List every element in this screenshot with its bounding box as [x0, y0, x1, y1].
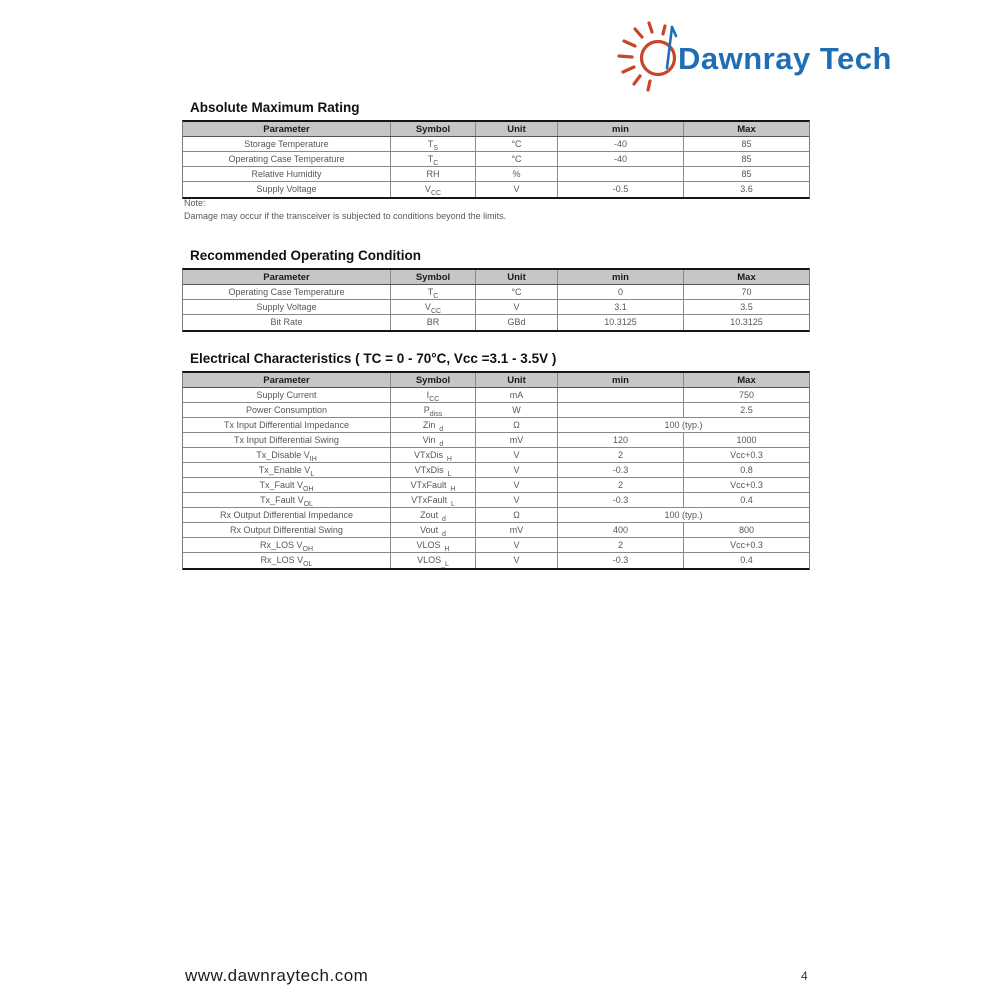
cell-min: 2 — [557, 448, 683, 462]
header-cell: Max — [683, 373, 809, 387]
header-cell: Symbol — [390, 122, 475, 136]
cell-symbol: Zout$_{\_d}$ — [390, 508, 475, 522]
cell-parameter: Power Consumption — [245, 405, 328, 415]
cell-min: 400 — [557, 523, 683, 537]
cell-max: 2.5 — [683, 403, 809, 417]
cell-max: 1000 — [683, 433, 809, 447]
table-header-row — [183, 270, 809, 285]
cell-min: -0.3 — [557, 553, 683, 568]
cell-min: 2 — [557, 538, 683, 552]
cell-symbol: Vout$_{\_d}$ — [390, 523, 475, 537]
cell-unit: °C — [475, 152, 557, 166]
cell-parameter: Tx Input Differential Swing — [234, 435, 339, 445]
page-number: 4 — [801, 969, 808, 983]
cell-max: 70 — [683, 285, 809, 299]
cell-max: 85 — [683, 167, 809, 181]
cell-unit: Ω — [475, 508, 557, 522]
cell-symbol: VTxDis$_{\_L}$ — [390, 463, 475, 477]
cell-min: 2 — [557, 478, 683, 492]
cell-max: Vcc+0.3 — [683, 448, 809, 462]
header-cell: Parameter — [263, 375, 310, 386]
table-row — [183, 388, 809, 403]
table-row — [183, 137, 809, 152]
cell-min: -40 — [557, 137, 683, 151]
cell-max: 3.6 — [683, 182, 809, 197]
cell-max: 0.4 — [683, 493, 809, 507]
cell-unit: V — [475, 463, 557, 477]
cell-symbol: VTxFault$_{\_H}$ — [390, 478, 475, 492]
cell-unit: GBd — [475, 315, 557, 330]
cell-parameter: Supply Voltage — [256, 302, 317, 312]
cell-unit: mA — [475, 388, 557, 402]
header-cell: Symbol — [390, 270, 475, 284]
cell-min: 0 — [557, 285, 683, 299]
table-row — [183, 182, 809, 197]
cell-symbol: $T_S$ — [390, 137, 475, 151]
header-cell: min — [557, 270, 683, 284]
cell-min: -40 — [557, 152, 683, 166]
cell-max: 0.8 — [683, 463, 809, 477]
cell-max: 3.5 — [683, 300, 809, 314]
header-cell: Parameter — [263, 272, 310, 283]
cell-unit: W — [475, 403, 557, 417]
cell-parameter: Storage Temperature — [244, 139, 329, 149]
cell-unit: V — [475, 493, 557, 507]
cell-unit: V — [475, 182, 557, 197]
table-row — [183, 448, 809, 463]
cell-min — [557, 403, 683, 417]
cell-parameter: Rx_LOS $V_{OL}$ — [260, 555, 313, 568]
header-cell: min — [557, 122, 683, 136]
table-row — [183, 418, 809, 433]
cell-min — [557, 167, 683, 181]
cell-unit: Ω — [475, 418, 557, 432]
cell-parameter: Operating Case Temperature — [228, 154, 345, 164]
brand-name: Dawnray Tech — [678, 41, 892, 76]
table-row — [183, 152, 809, 167]
table-row — [183, 523, 809, 538]
cell-max: 800 — [683, 523, 809, 537]
cell-parameter: Tx_Disable $V_{IH}$ — [256, 450, 317, 462]
cell-parameter: Relative Humidity — [251, 169, 322, 179]
cell-max: 85 — [683, 137, 809, 151]
cell-symbol: Zin$_{\_d}$ — [390, 418, 475, 432]
note-label: Note: — [184, 198, 206, 208]
cell-unit: mV — [475, 433, 557, 447]
cell-parameter: Supply Current — [256, 390, 317, 400]
cell-parameter: Tx_Fault $V_{OL}$ — [260, 495, 313, 507]
section-title-absolute-maximum-rating: Absolute Maximum Rating — [190, 100, 360, 115]
table-row — [183, 433, 809, 448]
table-row — [183, 167, 809, 182]
table-row — [183, 508, 809, 523]
cell-symbol: $V_{CC}$ — [390, 300, 475, 314]
footer-website-url: www.dawnraytech.com — [185, 966, 369, 985]
header-cell: Max — [683, 270, 809, 284]
cell-symbol: Vin$_{\_d}$ — [390, 433, 475, 447]
table-row — [183, 300, 809, 315]
cell-unit: V — [475, 553, 557, 568]
table-row — [183, 403, 809, 418]
header-cell: Unit — [475, 373, 557, 387]
cell-min — [557, 388, 683, 402]
cell-max: 85 — [683, 152, 809, 166]
cell-unit: °C — [475, 137, 557, 151]
header-cell: Parameter — [263, 124, 310, 135]
table-row — [183, 478, 809, 493]
table-row — [183, 463, 809, 478]
electrical-characteristics-table — [182, 371, 810, 570]
cell-unit: V — [475, 448, 557, 462]
table-row — [183, 315, 809, 330]
cell-symbol: $T_C$ — [390, 152, 475, 166]
cell-parameter: Rx_LOS $V_{OH}$ — [259, 540, 314, 552]
cell-min-max-span: 100 (typ.) — [557, 508, 809, 522]
cell-symbol: VTxDis$_{\_H}$ — [390, 448, 475, 462]
cell-min: 3.1 — [557, 300, 683, 314]
table-row — [183, 538, 809, 553]
note-text: Damage may occur if the transceiver is subjected to conditions beyond the limits. — [184, 211, 507, 221]
cell-min: -0.5 — [557, 182, 683, 197]
cell-symbol: $T_C$ — [390, 285, 475, 299]
header-cell: Unit — [475, 122, 557, 136]
cell-symbol: VTxFault$_{\_L}$ — [390, 493, 475, 507]
cell-symbol: $VLOS_{\_L}$ — [390, 553, 475, 568]
cell-parameter: Supply Voltage — [256, 184, 317, 194]
table-row — [183, 553, 809, 568]
header-cell: Symbol — [390, 373, 475, 387]
table-row — [183, 285, 809, 300]
cell-parameter: Bit Rate — [270, 317, 303, 327]
cell-max: 0.4 — [683, 553, 809, 568]
cell-unit: % — [475, 167, 557, 181]
cell-parameter: Tx Input Differential Impedance — [224, 420, 349, 430]
absolute-maximum-rating-table — [182, 120, 810, 199]
section-title-recommended-operating-condition: Recommended Operating Condition — [190, 248, 422, 263]
cell-unit: °C — [475, 285, 557, 299]
recommended-operating-condition-table — [182, 268, 810, 332]
cell-symbol: $P_{diss}$ — [390, 403, 475, 417]
cell-symbol: RH — [390, 167, 475, 181]
company-logo — [608, 12, 892, 92]
cell-symbol: $I_{CC}$ — [390, 388, 475, 402]
cell-parameter: Rx Output Differential Swing — [230, 525, 343, 535]
cell-min-max-span: 100 (typ.) — [557, 418, 809, 432]
cell-max: Vcc+0.3 — [683, 478, 809, 492]
cell-parameter: Operating Case Temperature — [228, 287, 345, 297]
cell-symbol: $V_{CC}$ — [390, 182, 475, 197]
cell-max: Vcc+0.3 — [683, 538, 809, 552]
table-row — [183, 493, 809, 508]
cell-unit: V — [475, 478, 557, 492]
table-header-row — [183, 373, 809, 388]
cell-min: 120 — [557, 433, 683, 447]
header-cell: min — [557, 373, 683, 387]
section-title-electrical-characteristics: Electrical Characteristics ( TC = 0 - 70°C, Vcc =3.1 - 3.5V ) — [190, 351, 557, 366]
cell-max: 750 — [683, 388, 809, 402]
table-header-row — [183, 122, 809, 137]
cell-min: -0.3 — [557, 493, 683, 507]
cell-unit: mV — [475, 523, 557, 537]
cell-parameter: Tx_Fault $V_{OH}$ — [259, 480, 314, 492]
header-cell: Unit — [475, 270, 557, 284]
header-cell: Max — [683, 122, 809, 136]
cell-symbol: BR — [390, 315, 475, 330]
cell-unit: V — [475, 300, 557, 314]
cell-min: 10.3125 — [557, 315, 683, 330]
cell-max: 10.3125 — [683, 315, 809, 330]
cell-symbol: $VLOS_{\_H}$ — [390, 538, 475, 552]
cell-unit: V — [475, 538, 557, 552]
cell-min: -0.3 — [557, 463, 683, 477]
cell-parameter: Rx Output Differential Impedance — [220, 510, 353, 520]
cell-parameter: Tx_Enable $V_L$ — [258, 465, 315, 477]
